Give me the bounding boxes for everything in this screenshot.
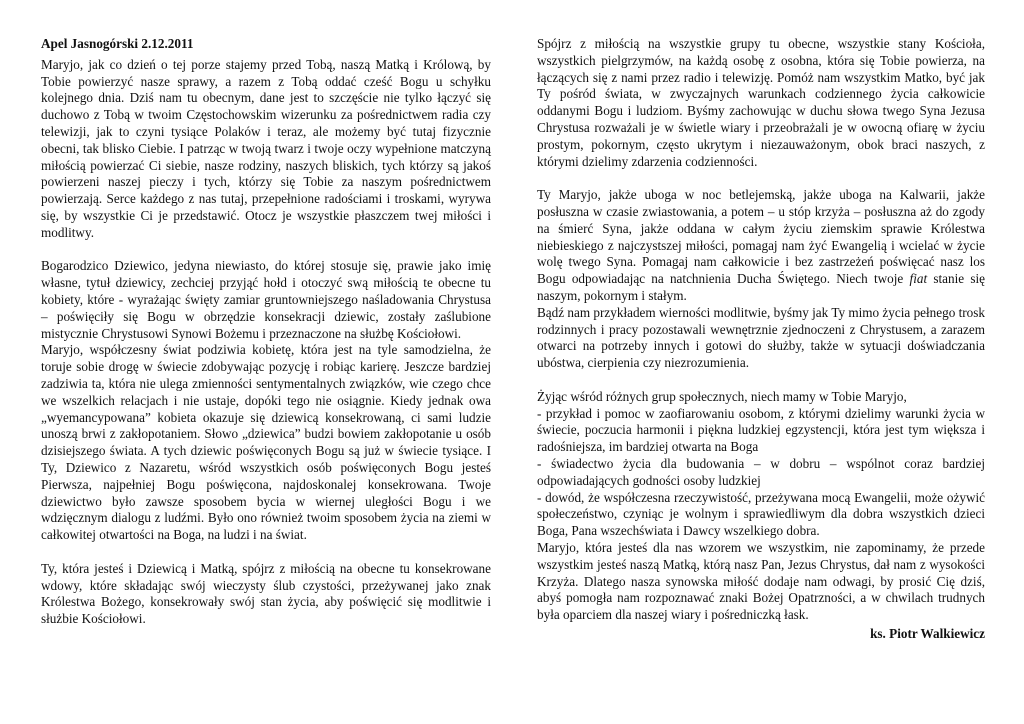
document-title: Apel Jasnogórski 2.12.2011 [41,36,194,51]
paragraph-right-2-text: Ty Maryjo, jakże uboga w noc betlejemską, jakże uboga na Kalwarii, jakże posłuszna w czasie zwiastowania, a potem – u stóp krzyża – posłuszna aż do zgody na śmierć Syna, jakże oddana w całym życiu ziemskim sprawie Królestwa niebieskiego z najczystszej miłości, pomagaj nam żyć Ewangelią i wcielać w życie wolę twego Syna. Pomagaj nam całkowicie i bez zastrzeżeń poświęcać nasz los Bogu odpowiadając na natchnienia Ducha Świętego. Niech twoje [537,187,985,287]
paragraph-right-1: Spójrz z miłością na wszystkie grupy tu obecne, wszystkie stany Kościoła, wszystkich pielgrzymów, na każdą osobę z osobna, która się Tobie powierza, na łączących się z nami przez radio i telewizję. Pomóż nam wszystkim Matko, być jak Ty pośród świata, w zwyczajnych warunkach codziennego życia całkowicie oddanymi Bogu i ludziom. Byśmy zachowując w duchu słowa twego Syna Jezusa Chrystusa rozważali je w świetle wiary i przeobrażali je w owocną ofiarę w życiu prostym, pokornym, często ukrytym i niezauważonym, obok braci naszych, z którymi dzielimy zdarzenia codzienności. [537,36,985,169]
paragraph-right-2 [537,187,985,305]
paragraph-left-3: Maryjo, współczesny świat podziwia kobietę, która jest na tyle samodzielna, że toruje sobie drogę w świecie zdobywając pozycję i robiąc karierę. Jeszcze bardziej zadziwia ta, która nie ulega zmienności sentymentalnych związków, wie czego chce we wszelkich relacjach i nie ustaje, dopóki tego nie osiągnie. Kiedy jednak owa „wyemancypowana” kobieta okazuje się dziewicą konsekrowaną, ci sami ludzie unoszą brwi z zakłopotaniem. Słowo „dziewica” budzi bowiem zakłopotanie u osób dzisiejszego świata. A tych dziewic poświęconych Bogu są już w świecie tysiące. I Ty, Dziewico z Nazaretu, wśród wszystkich osób poświęconych Bogu jesteś Pierwsza, najpełniej Bogu poświęcona, najdoskonalej konsekrowana. Twoje dziewictwo było zawsze sposobem bycia w wiernej uległości Bogu i we wdzięcznym dialogu z ludźmi. Było ono również twoim sposobem życia na ziemi w całkowitej otwartości na Boga, na ludzi i na świat. [41,342,491,543]
fiat-word: fiat [909,271,928,287]
paragraph-right-2-end: stanie się naszym, pokornym i stałym. [537,271,986,303]
list-item-1: - przykład i pomoc w zaofiarowaniu osobom, z którymi dzielimy warunki życia w świecie, poczucia harmonii i piękna ludzkiej egzystencji, która jest tym większa i radośniejsza, im bardziej otwarta na Boga [537,405,985,455]
list-item-3: - dowód, że współczesna rzeczywistość, przeżywana mocą Ewangelii, może ożywić społeczeństwo, czyniąc je wolnym i sprawiedliwym dla dobra wszystkich dzieci Boga, Pana wszechświata i Dawcy wszelkiego dobra. [537,489,985,539]
right-column [537,36,985,643]
signature: ks. Piotr Walkiewicz [870,625,985,641]
paragraph-right-4: Żyjąc wśród różnych grup społecznych, niech mamy w Tobie Maryjo, [537,388,907,404]
list-item-2: - świadectwo życia dla budowania – w dobru – wspólnot coraz bardziej odpowiadających godności osoby ludzkiej [537,455,985,488]
paragraph-left-1: Maryjo, jak co dzień o tej porze stajemy przed Tobą, naszą Matką i Królową, by Tobie powierzyć nasze sprawy, a razem z Tobą oddać cześć Bogu u schyłku kolejnego dnia. Dziś nam tu obecnym, dane jest to szczęście nie tylko łączyć się duchowo z Tobą w twoim Częstochowskim wizerunku za pośrednictwem radia czy telewizji, jak to czyni tysiące Polaków i teraz, ale możemy być tutaj fizycznie obecni, tak blisko Ciebie. I patrząc w twoją twarz i twoje oczy wypełnione matczyną miłością powierzać Ci siebie, nasze rodziny, naszych bliskich, tych którzy są jakoś powierzeni naszej pieczy i tych, którzy się Tobie za naszym pośrednictwem powierzają. Serce każdego z nas tutaj, przepełnione radościami i troskami, wyrywa się, by wszystkie Ci je przedstawić. Otocz je wszystkie płaszczem twej miłości i modlitwy. [41,56,491,240]
left-column [41,36,491,628]
paragraph-right-5: Maryjo, która jesteś dla nas wzorem we wszystkim, nie zapominamy, że przede wszystkim jesteś naszą Matką, którą nasz Pan, Jezus Chrystus, dał nam z wysokości Krzyża. Dlatego nasza synowska miłość dodaje nam odwagi, by prosić Cię dziś, abyś pomogła nam rozpoznawać znaki Bożej Opatrzności, a w chwilach trudnych była oparciem dla naszej wiary i pośredniczką łask. [537,539,985,623]
paragraph-left-2: Bogarodzico Dziewico, jedyna niewiasto, do której stosuje się, prawie jako imię własne, tytuł dziewicy, zechciej przyjąć hołd i otoczyć swą miłością te obecne tu kobiety, które - wyrażając święty zamiar gruntowniejszego naśladowania Chrystusa – poświęciły się Bogu w obrzędzie konsekracji dziewic, zostały zaślubione mistycznie Chrystusowi Synowi Bożemu i przeznaczone na służbę Kościołowi. [41,258,491,341]
paragraph-right-3: Bądź nam przykładem wierności modlitwie, byśmy jak Ty mimo życia pełnego trosk rodzinnych i pracy pozostawali wewnętrznie zjednoczeni z Chrystusem, a zarazem otwarci na potrzeby innych i gotowi do służby, także w sytuacji doświadczania ubóstwa, cierpienia czy niezrozumienia. [537,304,985,371]
paragraph-left-4: Ty, która jesteś i Dziewicą i Matką, spójrz z miłością na obecne tu konsekrowane wdowy, które składając swój wieczysty ślub czystości, przeżywanej jako znak Królestwa Bożego, konsekrowały swój stan życia, aby poświęcić się modlitwie i służbie Kościołowi. [41,560,491,627]
